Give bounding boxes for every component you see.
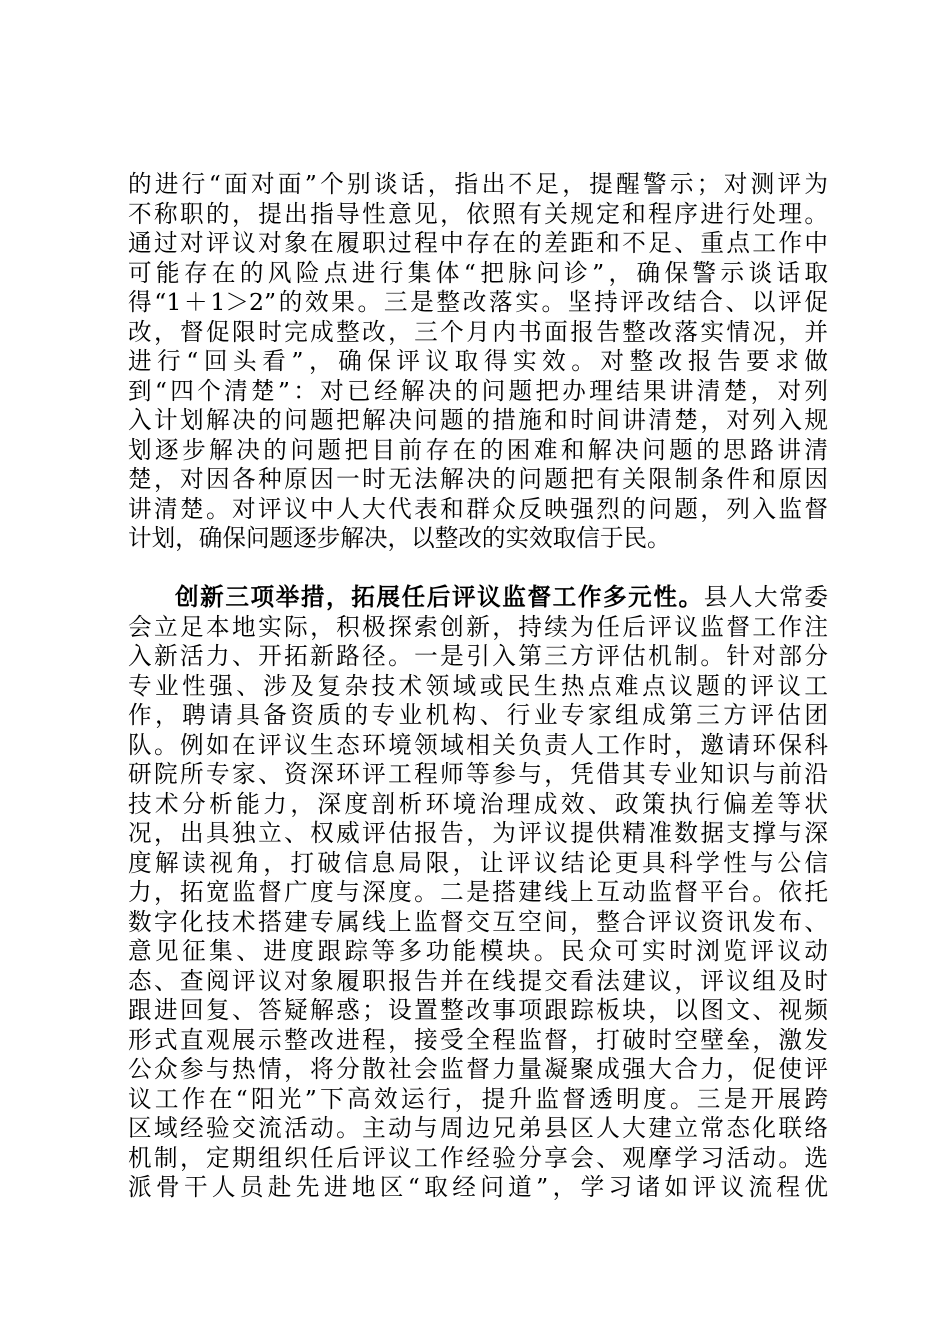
text-fragment: 县人大常委 (703, 583, 828, 611)
paragraph-1 (128, 170, 828, 554)
text-line: 划逐步解决的问题把目前存在的困难和解决问题的思路讲清 (128, 435, 828, 464)
text-line: 队。例如在评议生态环境领域相关负责人工作时，邀请环保科 (128, 730, 828, 759)
paragraph-spacer (128, 554, 828, 584)
text-line: 公众参与热情，将分散社会监督力量凝聚成强大合力，促使评 (128, 1055, 828, 1083)
text-line: 讲清楚。对评议中人大代表和群众反映强烈的问题，列入监督 (128, 494, 828, 523)
text-line: 到“四个清楚”：对已经解决的问题把办理结果讲清楚，对列 (128, 376, 828, 405)
text-line: 改，督促限时完成整改，三个月内书面报告整改落实情况，并 (128, 317, 828, 346)
text-line: 跟进回复、答疑解惑；设置整改事项跟踪板块，以图文、视频 (128, 996, 828, 1024)
text-line: 可能存在的风险点进行集体“把脉问诊”，确保警示谈话取 (128, 258, 828, 287)
text-line: 入计划解决的问题把解决问题的措施和时间讲清楚，对列入规 (128, 406, 828, 434)
text-line: 作，聘请具备资质的专业机构、行业专家组成第三方评估团 (128, 701, 828, 729)
text-line: 技术分析能力，深度剖析环境治理成效、政策执行偏差等状 (128, 789, 828, 818)
text-line: 区域经验交流活动。主动与周边兄弟县区人大建立常态化联络 (128, 1114, 828, 1142)
text-line: 态、查阅评议对象履职报告并在线提交看法建议，评议组及时 (128, 966, 828, 995)
text-line: 派骨干人员赴先进地区“取经问道”，学习诸如评议流程优 (128, 1173, 828, 1201)
text-line: 进行“回头看”，确保评议取得实效。对整改报告要求做 (128, 347, 828, 375)
paragraph-heading: 创新三项举措，拓展任后评议监督工作多元性。 (175, 583, 704, 611)
text-line: 形式直观展示整改进程，接受全程监督，打破时空壁垒，激发 (128, 1025, 828, 1054)
text-line: 力，拓宽监督广度与深度。二是搭建线上互动监督平台。依托 (128, 878, 828, 906)
paragraph-2 (128, 583, 828, 1203)
text-line: 楚，对因各种原因一时无法解决的问题把有关限制条件和原因 (128, 465, 828, 493)
text-line: 数字化技术搭建专属线上监督交互空间，整合评议资讯发布、 (128, 907, 828, 936)
paragraph-first-line (128, 583, 828, 613)
text-line: 度解读视角，打破信息局限，让评议结论更具科学性与公信 (128, 848, 828, 877)
text-line: 通过对评议对象在履职过程中存在的差距和不足、重点工作中 (128, 229, 828, 257)
text-line: 专业性强、涉及复杂技术领域或民生热点难点议题的评议工 (128, 671, 828, 700)
text-line: 意见征集、进度跟踪等多功能模块。民众可实时浏览评议动 (128, 937, 828, 965)
text-line: 入新活力、开拓新路径。一是引入第三方评估机制。针对部分 (128, 642, 828, 670)
text-line: 况，出具独立、权威评估报告，为评议提供精准数据支撑与深 (128, 819, 828, 847)
document-body (128, 170, 828, 1203)
text-line: 不称职的，提出指导性意见，依照有关规定和程序进行处理。 (128, 199, 828, 228)
text-line: 的进行“面对面”个别谈话，指出不足，提醒警示；对测评为 (128, 170, 828, 198)
text-line: 会立足本地实际，积极探索创新，持续为任后评议监督工作注 (128, 612, 828, 641)
text-line: 得“1＋1＞2”的效果。三是整改落实。坚持评改结合、以评促 (128, 288, 828, 316)
text-line: 机制，定期组织任后评议工作经验分享会、观摩学习活动。选 (128, 1143, 828, 1172)
text-line: 计划，确保问题逐步解决，以整改的实效取信于民。 (128, 524, 671, 552)
text-line: 议工作在“阳光”下高效运行，提升监督透明度。三是开展跨 (128, 1084, 828, 1113)
text-line: 研院所专家、资深环评工程师等参与，凭借其专业知识与前沿 (128, 760, 828, 788)
